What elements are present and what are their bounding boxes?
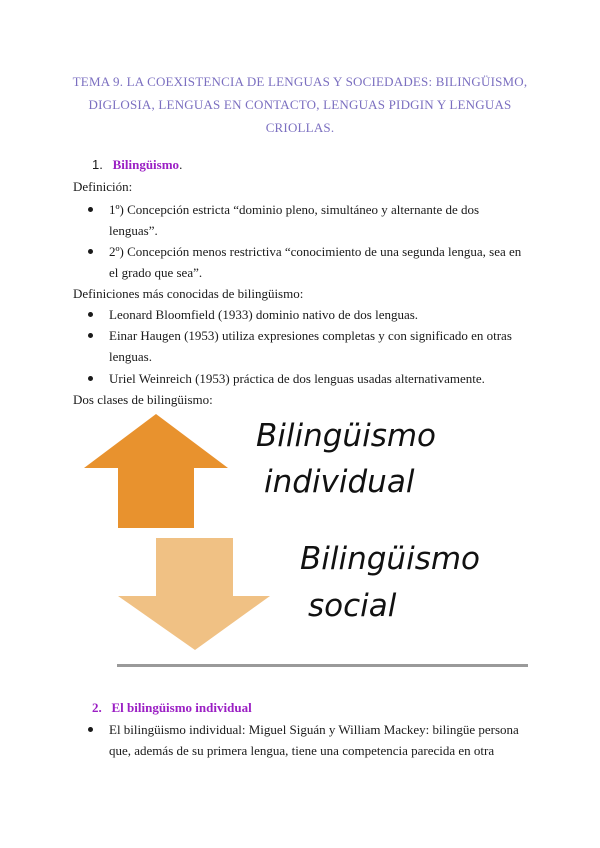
list-item-text: Einar Haugen (1953) utiliza expresiones completas y con significado en otras lenguas.	[109, 328, 512, 364]
document-title: TEMA 9. LA COEXISTENCIA DE LENGUAS Y SOCIEDADES: BILINGÜISMO, DIGLOSIA, LENGUAS EN CONTACTO, LENGUAS PIDGIN Y LENGUAS CRIOLLAS.	[72, 74, 528, 135]
label-bilinguismo-social-1: Bilingüismo	[300, 541, 481, 577]
section-2-title: El bilingüismo individual	[111, 700, 252, 715]
bullet-icon	[88, 376, 93, 381]
section-1-title: Bilingüismo	[112, 157, 180, 172]
bullet-icon	[88, 312, 93, 317]
bullet-icon	[88, 333, 93, 338]
list-item	[88, 719, 528, 761]
list-item	[88, 241, 528, 283]
list-item	[88, 199, 528, 241]
section-1-heading	[92, 154, 182, 175]
bullet-icon	[88, 207, 93, 212]
down-arrow-shape	[118, 538, 270, 650]
section-1-title-tail: .	[179, 157, 183, 172]
list-item	[88, 304, 528, 325]
section-2-number: 2.	[92, 700, 102, 715]
definiciones-label: Definiciones más conocidas de bilingüismo:	[73, 286, 304, 301]
list-item-text: 2º) Concepción menos restrictiva “conocimiento de una segunda lengua, sea en el grado que sea”.	[109, 244, 522, 280]
section-1-number: 1.	[92, 157, 103, 172]
horizontal-rule	[117, 664, 528, 667]
list-item-text: El bilingüismo individual: Miguel Siguán y William Mackey: bilingüe persona que, además de su primera lengua, tiene una competencia parecida en otra	[109, 722, 519, 758]
label-bilinguismo-individual-1: Bilingüismo	[256, 418, 437, 454]
list-item-text: Leonard Bloomfield (1933) dominio nativo de dos lenguas.	[109, 307, 419, 322]
bullet-icon	[88, 249, 93, 254]
definicion-label: Definición:	[73, 179, 133, 194]
label-bilinguismo-individual-2: individual	[264, 464, 415, 500]
up-arrow-icon	[84, 414, 228, 528]
list-item	[88, 368, 528, 389]
list-item	[88, 325, 528, 367]
list-item-text: Uriel Weinreich (1953) práctica de dos lenguas usadas alternativamente.	[109, 371, 485, 386]
section-2-heading	[92, 697, 252, 718]
label-bilinguismo-social-2: social	[308, 588, 397, 624]
list-item-text: 1º) Concepción estricta “dominio pleno, simultáneo y alternante de dos lenguas”.	[109, 202, 480, 238]
bilingualism-diagram	[80, 410, 540, 680]
clases-label: Dos clases de bilingüismo:	[73, 392, 213, 407]
bullet-icon	[88, 727, 93, 732]
